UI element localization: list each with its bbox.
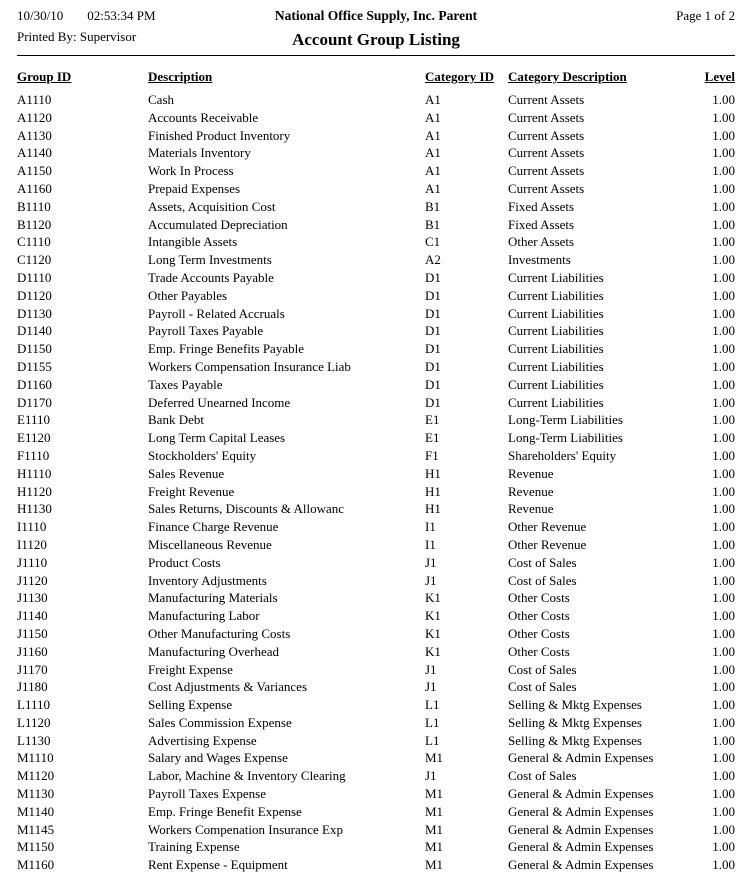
table-row [17, 785, 735, 803]
cell-level: 1.00 [712, 109, 735, 125]
cell-category-id: M1 [425, 821, 444, 837]
cell-level: 1.00 [712, 252, 735, 268]
cell-category-description: Shareholders' Equity [508, 447, 617, 463]
cell-level: 1.00 [712, 483, 735, 499]
cell-category-id: A1 [425, 92, 441, 107]
cell-category-id: J1 [425, 554, 437, 570]
cell-description: Payroll - Related Accruals [148, 305, 285, 321]
cell-description: Other Payables [148, 287, 228, 303]
report-date: 10/30/10 [17, 8, 64, 23]
cell-description: Assets, Acquisition Cost [148, 198, 276, 214]
cell-category-id: J1 [425, 679, 437, 695]
cell-group-id: A1150 [17, 163, 52, 179]
table-row [17, 643, 735, 661]
cell-level: 1.00 [712, 269, 735, 285]
cell-group-id: H1110 [17, 465, 52, 481]
cell-group-id: C1120 [17, 252, 52, 268]
cell-level: 1.00 [712, 803, 735, 819]
table-row [17, 376, 735, 394]
cell-category-id: D1 [425, 358, 441, 374]
cell-category-id: K1 [425, 608, 441, 624]
cell-description: Advertising Expense [148, 732, 257, 748]
cell-category-id: L1 [425, 714, 440, 730]
cell-category-description: Current Assets [508, 92, 585, 107]
cell-category-description: Long-Term Liabilities [508, 412, 623, 428]
cell-description: Cost Adjustments & Variances [148, 679, 308, 695]
table-row [17, 518, 735, 536]
report-title: Account Group Listing [292, 30, 460, 49]
cell-level: 1.00 [712, 501, 735, 517]
cell-group-id: J1130 [17, 590, 48, 606]
cell-description: Prepaid Expenses [148, 180, 241, 196]
cell-category-id: A1 [425, 180, 441, 196]
cell-category-description: Revenue [508, 501, 554, 517]
cell-level: 1.00 [712, 590, 735, 606]
cell-group-id: B1110 [17, 198, 51, 214]
cell-level: 1.00 [712, 198, 735, 214]
cell-level: 1.00 [712, 857, 735, 873]
table-row [17, 91, 735, 109]
cell-category-description: Cost of Sales [508, 572, 577, 588]
cell-category-description: Current Liabilities [508, 287, 604, 303]
cell-category-id: E1 [425, 412, 440, 428]
cell-category-description: Cost of Sales [508, 661, 577, 677]
cell-group-id: A1160 [17, 180, 52, 196]
cell-description: Finished Product Inventory [148, 127, 291, 143]
cell-category-description: Other Costs [508, 625, 570, 641]
cell-description: Trade Accounts Payable [148, 269, 274, 285]
cell-group-id: M1110 [17, 750, 54, 766]
cell-level: 1.00 [712, 216, 735, 232]
cell-description: Other Manufacturing Costs [148, 625, 291, 641]
cell-level: 1.00 [712, 750, 735, 766]
table-row [17, 198, 735, 216]
cell-level: 1.00 [712, 697, 735, 713]
cell-level: 1.00 [712, 839, 735, 855]
cell-level: 1.00 [712, 127, 735, 143]
table-row [17, 358, 735, 376]
table-row [17, 233, 735, 251]
cell-level: 1.00 [712, 714, 735, 730]
cell-category-description: Selling & Mktg Expenses [508, 697, 642, 713]
cell-description: Rent Expense - Equipment [148, 857, 288, 873]
cell-group-id: D1130 [17, 305, 52, 321]
page-indicator: Page 1 of 2 [676, 8, 735, 23]
cell-group-id: A1110 [17, 92, 52, 107]
cell-category-id: L1 [425, 732, 440, 748]
cell-category-id: L1 [425, 697, 440, 713]
table-row [17, 767, 735, 785]
cell-category-description: Current Liabilities [508, 341, 604, 357]
cell-category-id: M1 [425, 857, 444, 873]
cell-category-id: M1 [425, 803, 444, 819]
table-row [17, 340, 735, 358]
cell-level: 1.00 [712, 287, 735, 303]
column-header-description [148, 69, 425, 91]
cell-level: 1.00 [712, 358, 735, 374]
table-row [17, 465, 735, 483]
cell-description: Long Term Capital Leases [148, 430, 286, 446]
cell-group-id: D1120 [17, 287, 52, 303]
column-header-level-label: Level [704, 69, 735, 84]
cell-category-description: Current Liabilities [508, 358, 604, 374]
table-row [17, 127, 735, 145]
table-row [17, 216, 735, 234]
cell-description: Sales Commission Expense [148, 714, 292, 730]
cell-level: 1.00 [712, 394, 735, 410]
table-row [17, 447, 735, 465]
cell-category-description: Current Assets [508, 163, 585, 179]
cell-group-id: I1110 [17, 519, 47, 535]
cell-description: Intangible Assets [148, 234, 238, 250]
cell-level: 1.00 [712, 625, 735, 641]
cell-level: 1.00 [712, 821, 735, 837]
table-row [17, 287, 735, 305]
table-row [17, 269, 735, 287]
table-row [17, 394, 735, 412]
report-table [17, 69, 735, 874]
cell-group-id: D1110 [17, 269, 52, 285]
cell-category-description: General & Admin Expenses [508, 857, 654, 873]
cell-description: Accounts Receivable [148, 109, 259, 125]
cell-description: Labor, Machine & Inventory Clearing [148, 768, 346, 784]
table-row [17, 803, 735, 821]
cell-level: 1.00 [712, 430, 735, 446]
cell-category-id: B1 [425, 216, 441, 232]
table-row [17, 322, 735, 340]
cell-description: Materials Inventory [148, 145, 251, 161]
column-header-category-id [425, 69, 508, 91]
cell-description: Emp. Fringe Benefit Expense [148, 803, 302, 819]
cell-category-description: General & Admin Expenses [508, 803, 654, 819]
cell-description: Inventory Adjustments [148, 572, 267, 588]
header-center [275, 8, 477, 50]
cell-category-description: Other Costs [508, 590, 570, 606]
cell-category-id: J1 [425, 661, 437, 677]
cell-level: 1.00 [712, 323, 735, 339]
cell-level: 1.00 [712, 661, 735, 677]
company-name: National Office Supply, Inc. Parent [274, 8, 478, 23]
cell-level: 1.00 [712, 786, 735, 802]
cell-group-id: J1170 [17, 661, 48, 677]
cell-group-id: J1120 [17, 572, 48, 588]
column-header-category-description-label: Category Description [508, 69, 627, 84]
printed-by: Printed By: Supervisor [17, 29, 137, 44]
report-header [17, 8, 735, 50]
column-header-group-id-label: Group ID [17, 69, 72, 84]
date-time-line [17, 8, 275, 24]
cell-category-description: Current Assets [508, 127, 585, 143]
cell-description: Long Term Investments [148, 252, 272, 268]
cell-description: Workers Compensation Insurance Liab [148, 358, 351, 374]
table-row [17, 180, 735, 198]
cell-group-id: C1110 [17, 234, 51, 250]
column-header-group-id [17, 69, 148, 91]
table-row [17, 483, 735, 501]
cell-level: 1.00 [712, 608, 735, 624]
cell-category-description: General & Admin Expenses [508, 839, 654, 855]
cell-description: Taxes Payable [148, 376, 223, 392]
cell-level: 1.00 [712, 768, 735, 784]
cell-level: 1.00 [712, 163, 735, 179]
cell-group-id: F1110 [17, 447, 50, 463]
cell-category-id: K1 [425, 590, 441, 606]
table-body [17, 91, 735, 874]
cell-group-id: M1120 [17, 768, 55, 784]
cell-group-id: D1150 [17, 341, 52, 357]
cell-category-id: K1 [425, 625, 441, 641]
cell-group-id: L1120 [17, 714, 51, 730]
cell-category-id: A1 [425, 163, 441, 179]
cell-category-id: H1 [425, 501, 441, 517]
cell-level: 1.00 [712, 732, 735, 748]
cell-category-description: Other Revenue [508, 536, 587, 552]
cell-description: Product Costs [148, 554, 221, 570]
cell-description: Miscellaneous Revenue [148, 536, 272, 552]
table-row [17, 572, 735, 590]
cell-category-description: General & Admin Expenses [508, 750, 654, 766]
report-time: 02:53:34 PM [87, 8, 156, 23]
cell-category-id: A1 [425, 127, 441, 143]
cell-category-description: Cost of Sales [508, 679, 577, 695]
table-row [17, 536, 735, 554]
cell-category-id: K1 [425, 643, 441, 659]
cell-description: Training Expense [148, 839, 240, 855]
cell-category-description: Current Liabilities [508, 323, 604, 339]
cell-description: Manufacturing Labor [148, 608, 260, 624]
cell-category-description: Fixed Assets [508, 198, 575, 214]
cell-category-id: J1 [425, 572, 437, 588]
cell-category-description: General & Admin Expenses [508, 821, 654, 837]
table-row [17, 678, 735, 696]
cell-category-description: Current Liabilities [508, 269, 604, 285]
table-row [17, 589, 735, 607]
table-row [17, 305, 735, 323]
cell-category-id: D1 [425, 323, 441, 339]
cell-level: 1.00 [712, 447, 735, 463]
cell-level: 1.00 [712, 234, 735, 250]
cell-category-id: D1 [425, 305, 441, 321]
cell-category-description: Current Liabilities [508, 376, 604, 392]
cell-category-id: A2 [425, 252, 441, 268]
table-head [17, 69, 735, 91]
cell-group-id: D1140 [17, 323, 52, 339]
column-header-category-description [508, 69, 703, 91]
cell-level: 1.00 [712, 519, 735, 535]
cell-category-description: Current Liabilities [508, 305, 604, 321]
cell-category-id: E1 [425, 430, 440, 446]
cell-description: Manufacturing Overhead [148, 643, 280, 659]
table-row [17, 732, 735, 750]
cell-group-id: I1120 [17, 536, 47, 552]
cell-level: 1.00 [712, 679, 735, 695]
table-row [17, 821, 735, 839]
cell-category-id: C1 [425, 234, 441, 250]
cell-description: Deferred Unearned Income [148, 394, 291, 410]
cell-level: 1.00 [712, 145, 735, 161]
cell-group-id: H1120 [17, 483, 52, 499]
header-divider [17, 55, 735, 56]
cell-description: Payroll Taxes Expense [148, 786, 266, 802]
cell-level: 1.00 [712, 92, 735, 107]
cell-group-id: E1110 [17, 412, 50, 428]
cell-category-id: J1 [425, 768, 437, 784]
cell-group-id: M1145 [17, 821, 55, 837]
cell-level: 1.00 [712, 341, 735, 357]
cell-description: Work In Process [148, 163, 234, 179]
table-row [17, 429, 735, 447]
cell-group-id: L1110 [17, 697, 50, 713]
cell-category-description: Current Assets [508, 109, 585, 125]
column-header-category-id-label: Category ID [425, 69, 494, 84]
cell-category-description: Other Costs [508, 643, 570, 659]
cell-category-description: Cost of Sales [508, 554, 577, 570]
cell-group-id: J1180 [17, 679, 48, 695]
table-row [17, 162, 735, 180]
cell-category-id: M1 [425, 839, 444, 855]
cell-level: 1.00 [712, 465, 735, 481]
cell-description: Accumulated Depreciation [148, 216, 288, 232]
cell-description: Salary and Wages Expense [148, 750, 288, 766]
cell-category-description: General & Admin Expenses [508, 786, 654, 802]
cell-category-id: B1 [425, 198, 441, 214]
cell-level: 1.00 [712, 572, 735, 588]
table-row [17, 109, 735, 127]
cell-description: Cash [148, 92, 174, 107]
table-row [17, 661, 735, 679]
cell-description: Freight Revenue [148, 483, 235, 499]
cell-group-id: A1130 [17, 127, 52, 143]
cell-category-id: M1 [425, 786, 444, 802]
cell-category-id: I1 [425, 519, 436, 535]
cell-description: Bank Debt [148, 412, 204, 428]
cell-group-id: A1120 [17, 109, 52, 125]
cell-description: Stockholders' Equity [148, 447, 257, 463]
cell-category-description: Revenue [508, 483, 554, 499]
cell-category-id: I1 [425, 536, 436, 552]
cell-description: Sales Returns, Discounts & Allowanc [148, 501, 345, 517]
cell-group-id: H1130 [17, 501, 52, 517]
cell-description: Emp. Fringe Benefits Payable [148, 341, 304, 357]
cell-description: Sales Revenue [148, 465, 225, 481]
cell-level: 1.00 [712, 180, 735, 196]
cell-group-id: D1170 [17, 394, 52, 410]
cell-category-id: H1 [425, 483, 441, 499]
cell-level: 1.00 [712, 643, 735, 659]
cell-level: 1.00 [712, 412, 735, 428]
cell-group-id: E1120 [17, 430, 51, 446]
cell-category-description: Fixed Assets [508, 216, 575, 232]
table-row [17, 554, 735, 572]
cell-group-id: D1155 [17, 358, 52, 374]
cell-category-description: Selling & Mktg Expenses [508, 732, 642, 748]
table-row [17, 749, 735, 767]
cell-category-description: Selling & Mktg Expenses [508, 714, 642, 730]
cell-group-id: J1150 [17, 625, 48, 641]
cell-category-description: Other Revenue [508, 519, 587, 535]
cell-category-id: F1 [425, 447, 439, 463]
cell-level: 1.00 [712, 376, 735, 392]
cell-category-description: Revenue [508, 465, 554, 481]
cell-group-id: A1140 [17, 145, 52, 161]
cell-group-id: J1110 [17, 554, 48, 570]
table-header-row [17, 69, 735, 91]
cell-category-id: D1 [425, 269, 441, 285]
cell-description: Finance Charge Revenue [148, 519, 279, 535]
cell-group-id: D1160 [17, 376, 52, 392]
cell-level: 1.00 [712, 305, 735, 321]
cell-category-description: Current Liabilities [508, 394, 604, 410]
cell-description: Selling Expense [148, 697, 233, 713]
cell-group-id: J1160 [17, 643, 48, 659]
cell-group-id: B1120 [17, 216, 52, 232]
cell-group-id: L1130 [17, 732, 51, 748]
cell-category-id: A1 [425, 109, 441, 125]
table-row [17, 696, 735, 714]
table-row [17, 251, 735, 269]
cell-category-description: Investments [508, 252, 571, 268]
table-row [17, 714, 735, 732]
cell-category-id: D1 [425, 341, 441, 357]
cell-category-id: D1 [425, 394, 441, 410]
table-row [17, 500, 735, 518]
cell-category-description: Long-Term Liabilities [508, 430, 623, 446]
table-row [17, 411, 735, 429]
cell-level: 1.00 [712, 536, 735, 552]
cell-group-id: M1140 [17, 803, 55, 819]
cell-group-id: M1160 [17, 857, 55, 873]
cell-category-id: D1 [425, 287, 441, 303]
table-row [17, 838, 735, 856]
table-row [17, 856, 735, 874]
cell-category-id: M1 [425, 750, 444, 766]
header-left [17, 8, 275, 45]
cell-category-description: Current Assets [508, 180, 585, 196]
cell-group-id: M1130 [17, 786, 55, 802]
cell-category-description: Other Assets [508, 234, 575, 250]
table-row [17, 625, 735, 643]
table-row [17, 144, 735, 162]
cell-description: Manufacturing Materials [148, 590, 278, 606]
cell-description: Workers Compenation Insurance Exp [148, 821, 343, 837]
cell-category-id: H1 [425, 465, 441, 481]
cell-category-description: Other Costs [508, 608, 570, 624]
cell-category-id: A1 [425, 145, 441, 161]
table-row [17, 607, 735, 625]
cell-description: Freight Expense [148, 661, 233, 677]
cell-category-description: Cost of Sales [508, 768, 577, 784]
column-header-description-label: Description [148, 69, 213, 84]
cell-group-id: M1150 [17, 839, 55, 855]
cell-level: 1.00 [712, 554, 735, 570]
column-header-level [703, 69, 735, 91]
cell-group-id: J1140 [17, 608, 48, 624]
cell-category-description: Current Assets [508, 145, 585, 161]
cell-description: Payroll Taxes Payable [148, 323, 264, 339]
cell-category-id: D1 [425, 376, 441, 392]
